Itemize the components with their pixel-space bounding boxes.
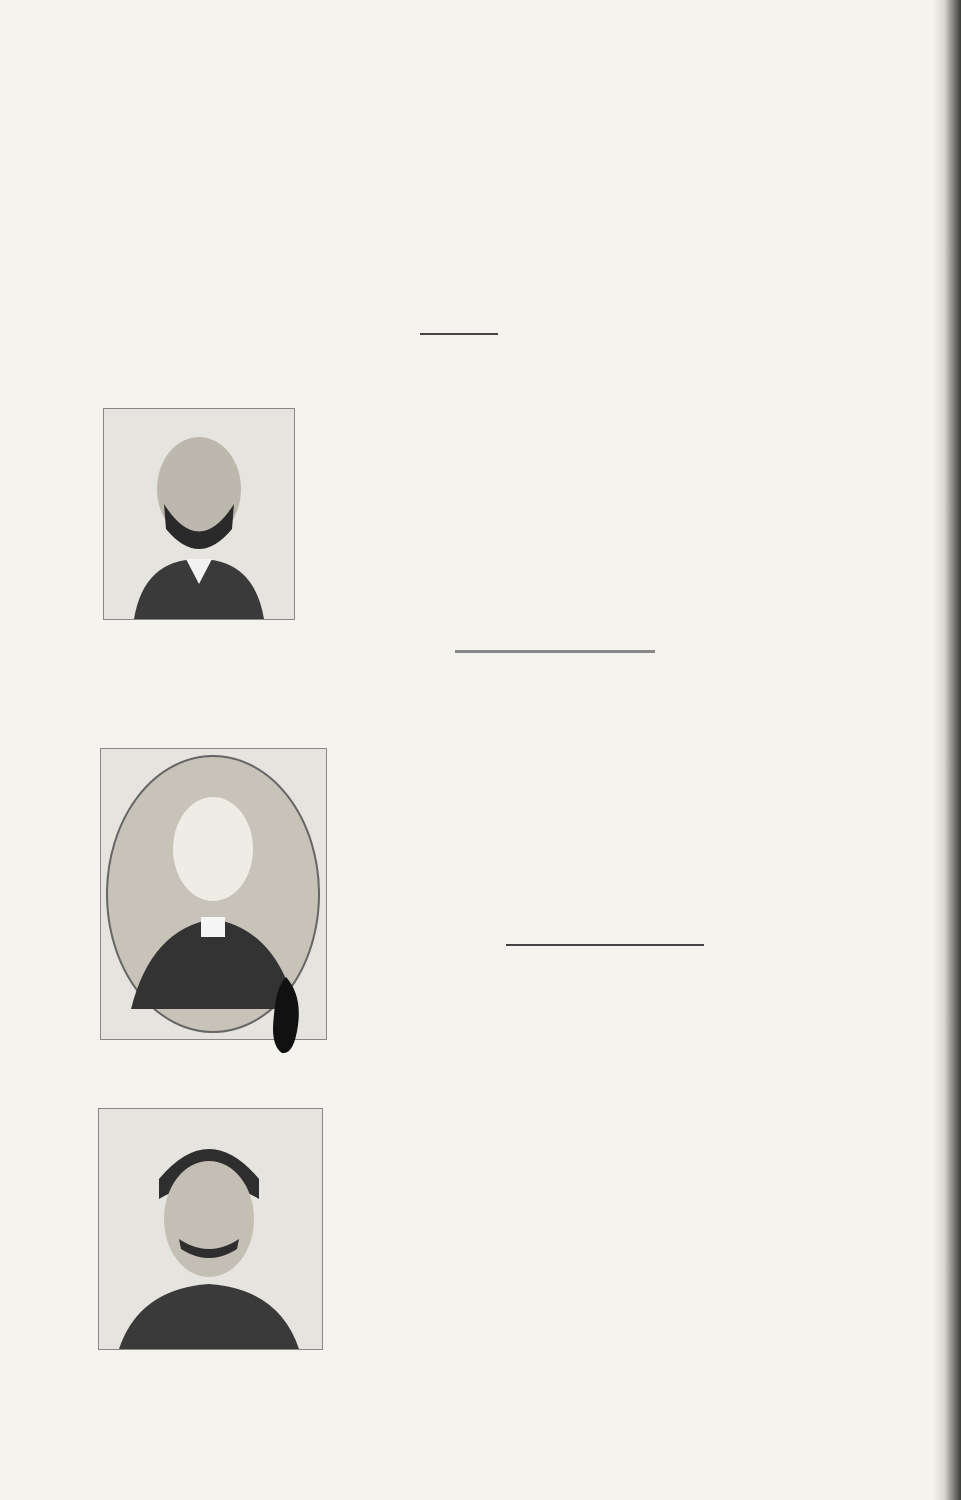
page-edge bbox=[933, 0, 961, 1500]
intro-paragraph bbox=[62, 143, 842, 165]
divider-rule bbox=[455, 650, 655, 653]
divider-rule bbox=[506, 944, 704, 946]
portrait-lykoudis bbox=[103, 408, 295, 620]
divider-rule bbox=[420, 333, 498, 335]
ink-stain bbox=[266, 975, 306, 1057]
portrait-mitsakis bbox=[98, 1108, 323, 1350]
